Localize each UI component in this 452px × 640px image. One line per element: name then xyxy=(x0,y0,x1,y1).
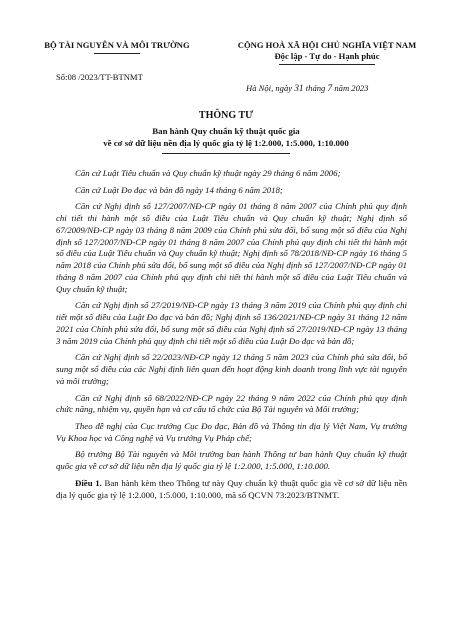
legal-basis-paragraph: Căn cứ Nghị định số 22/2023/NĐ-CP ngày 12 tháng 5 năm 2023 của Chính phủ sửa đổi, bổ sung một số điều của các Nghị định liên quan đến hoạt động kinh doanh trong lĩnh vực tài nguyên và môi trường; xyxy=(56,352,407,386)
place-date-prefix: Hà Nội, ngày xyxy=(246,83,293,93)
legal-basis-paragraph: Căn cứ Luật Tiêu chuẩn và Quy chuẩn kỹ thuật ngày 29 tháng 6 năm 2006; xyxy=(75,168,341,178)
subtitle-underline xyxy=(162,153,290,154)
proposal-paragraph: Theo đề nghị của Cục trưởng Cục Đo đạc, Bản đồ và Thông tin địa lý Việt Nam, Vụ trưởng Vụ Khoa học và Công nghệ và Vụ trưởng Vụ Pháp chế; xyxy=(56,420,407,443)
republic-name: CỘNG HOÀ XÃ HỘI CHỦ NGHĨA VIỆT NAM xyxy=(237,40,417,50)
ministry-underline xyxy=(94,53,140,54)
legal-basis-paragraph: Căn cứ Luật Đo đạc và bản đồ ngày 14 tháng 6 năm 2018; xyxy=(75,184,283,195)
national-motto: Độc lập - Tự do - Hạnh phúc xyxy=(274,51,380,61)
place-date xyxy=(246,83,368,94)
article-1-text: Ban hành kèm theo Thông tư này Quy chuẩn kỹ thuật quốc gia về cơ sở dữ liệu nền địa lý quốc gia tỷ lệ 1:2.000, 1:5.000, 1:10.000, mã số QCVN 73:2023/BTNMT. xyxy=(56,477,407,500)
issuance-paragraph: Bộ trưởng Bộ Tài nguyên và Môi trường ban hành Thông tư ban hành Quy chuẩn kỹ thuật quốc gia về cơ sở dữ liệu nền địa lý quốc gia tỷ lệ 1:2.000, 1:5.000, 1:10.000. xyxy=(56,449,407,472)
date-year: năm 2023 xyxy=(334,83,369,93)
subtitle-line-2: về cơ sở dữ liệu nền địa lý quốc gia tỷ lệ 1:2.000, 1:5.000, 1:10.000 xyxy=(103,137,349,148)
ministry-header xyxy=(22,40,212,54)
legal-basis-paragraph: Căn cứ Nghị định số 127/2007/NĐ-CP ngày 01 tháng 8 năm 2007 của Chính phủ quy định chi tiết thi hành một số điều của Luật Tiêu chuẩn và Quy chuẩn kỹ thuật; Nghị định số 67/2009/NĐ-CP ngày 03 tháng 8 năm 2009 của Chính phủ sửa đổi, bổ sung một số điều của Nghị định số 127/2007/NĐ-CP ngày 01 tháng 8 năm 2007 của Chính phủ quy định chi tiết thi hành một số điều của Luật Tiêu chuẩn và Quy chuẩn kỹ thuật; Nghị định số 78/2018/NĐ-CP ngày 16 tháng 5 năm 2018 của Chính phủ sửa đổi, bổ sung một số điều của Nghị định số 127/2007/NĐ-CP ngày 01 tháng 8 năm 2007 của Chính phủ quy định chi tiết thi hành một số điều của Luật Tiêu chuẩn và Quy chuẩn kỹ thuật; xyxy=(56,201,407,294)
national-header xyxy=(214,40,440,65)
document-number: Số:08 /2023/TT-BTNMT xyxy=(56,72,143,82)
document-title: THÔNG TƯ xyxy=(198,110,254,121)
date-day: 31 xyxy=(294,84,304,94)
ministry-name: BỘ TÀI NGUYÊN VÀ MÔI TRƯỜNG xyxy=(44,40,190,50)
legal-basis-paragraph: Căn cứ Nghị định số 27/2019/NĐ-CP ngày 13 tháng 3 năm 2019 của Chính phủ quy định chi tiết một số điều của Luật Đo đạc và bản đồ; Nghị định số 136/2021/NĐ-CP ngày 31 tháng 12 năm 2021 của Chính phủ sửa đổi, bổ sung một số điều của Nghị định số 27/2019/NĐ-CP ngày 13 tháng 3 năm 2019 của Chính phủ quy định chi tiết một số điều của Luật Đo đạc và bản đồ; xyxy=(56,300,407,346)
motto-underline xyxy=(279,64,375,65)
date-month-label: tháng xyxy=(305,83,326,93)
date-month: 7 xyxy=(327,84,333,94)
article-1 xyxy=(56,478,407,502)
document-body xyxy=(56,168,407,506)
subtitle-line-1: Ban hành Quy chuẩn kỹ thuật quốc gia xyxy=(152,126,300,136)
legal-basis-paragraph: Căn cứ Nghị định số 68/2022/NĐ-CP ngày 22 tháng 9 năm 2022 của Chính phủ quy định chức năng, nhiệm vụ, quyền hạn và cơ cấu tổ chức của Bộ Tài nguyên và Môi trường; xyxy=(56,392,407,415)
document-subtitle xyxy=(0,126,452,154)
article-1-label: Điều 1. xyxy=(75,477,102,488)
